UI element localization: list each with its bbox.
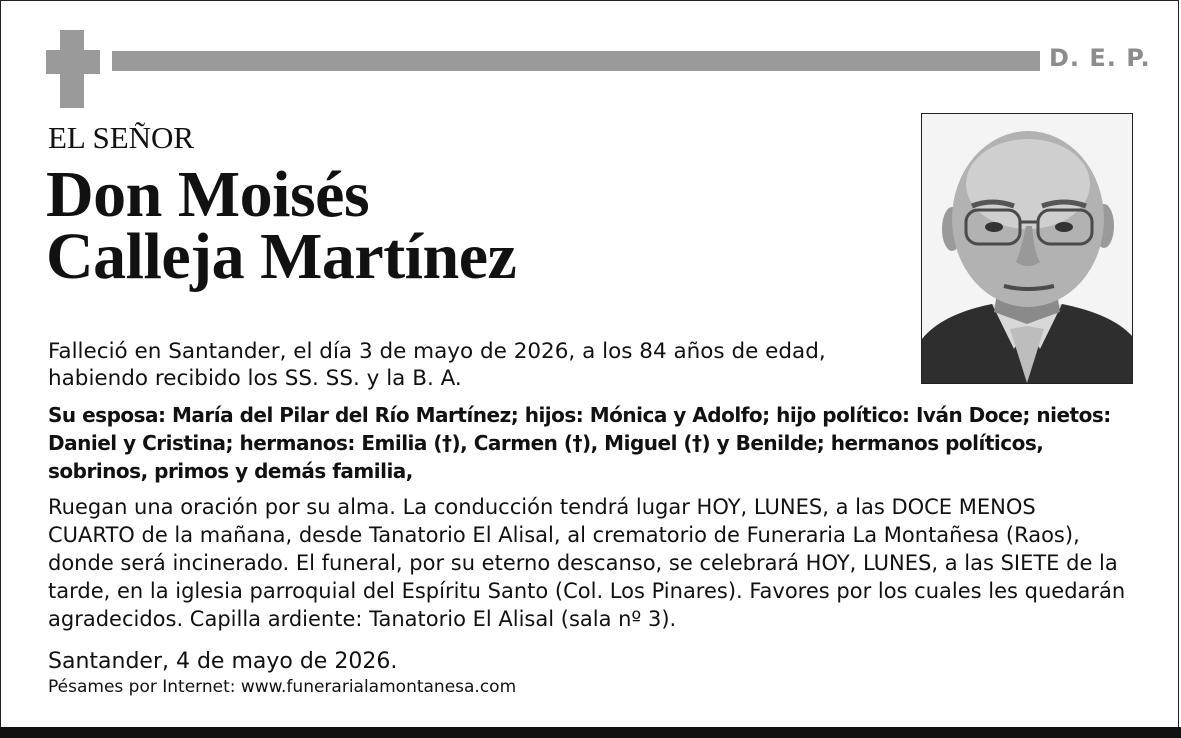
service-details: Ruegan una oración por su alma. La conducción tendrá lugar HOY, LUNES, a las DOCE MENOS CUARTO de la mañana, desde Tanatorio El Alisal, al crematorio de Funeraria La Montañesa (Raos), donde será incinerado. El funeral, por su eterno descanso, se celebrará HOY, LUNES, a las SIETE de la tarde, en la iglesia parroquial del Espíritu Santo (Col. Los Pinares). Favores por los cuales les quedarán agradecidos. Capilla ardiente: Tanatorio El Alisal (sala nº 3). [48, 495, 1126, 631]
cross-icon [46, 30, 100, 108]
deceased-name [46, 158, 517, 293]
death-notice: Falleció en Santander, el día 3 de mayo de 2026, a los 84 años de edad, habiendo recibido los SS. SS. y la B. A. [48, 339, 826, 391]
name-line-1: Don Moisés [46, 158, 370, 231]
bottom-border [0, 727, 1181, 738]
family-list: Su esposa: María del Pilar del Río Martínez; hijos: Mónica y Adolfo; hijo político: Iván Doce; nietos: Daniel y Cristina; hermanos: Emilia (†), Carmen (†), Miguel (†) y Benilde; hermanos políticos, sobrinos, primos y demás familia, [48, 403, 1111, 483]
name-line-2: Calleja Martínez [46, 220, 517, 293]
header-rule [112, 51, 1040, 71]
condolences-link: Pésames por Internet: www.funerarialamontanesa.com [48, 677, 517, 697]
portrait-image [922, 114, 1132, 383]
portrait-photo [921, 113, 1133, 384]
dep-label: D. E. P. [1049, 44, 1151, 72]
place-date: Santander, 4 de mayo de 2026. [48, 649, 398, 674]
deceased-title: EL SEÑOR [48, 120, 195, 155]
